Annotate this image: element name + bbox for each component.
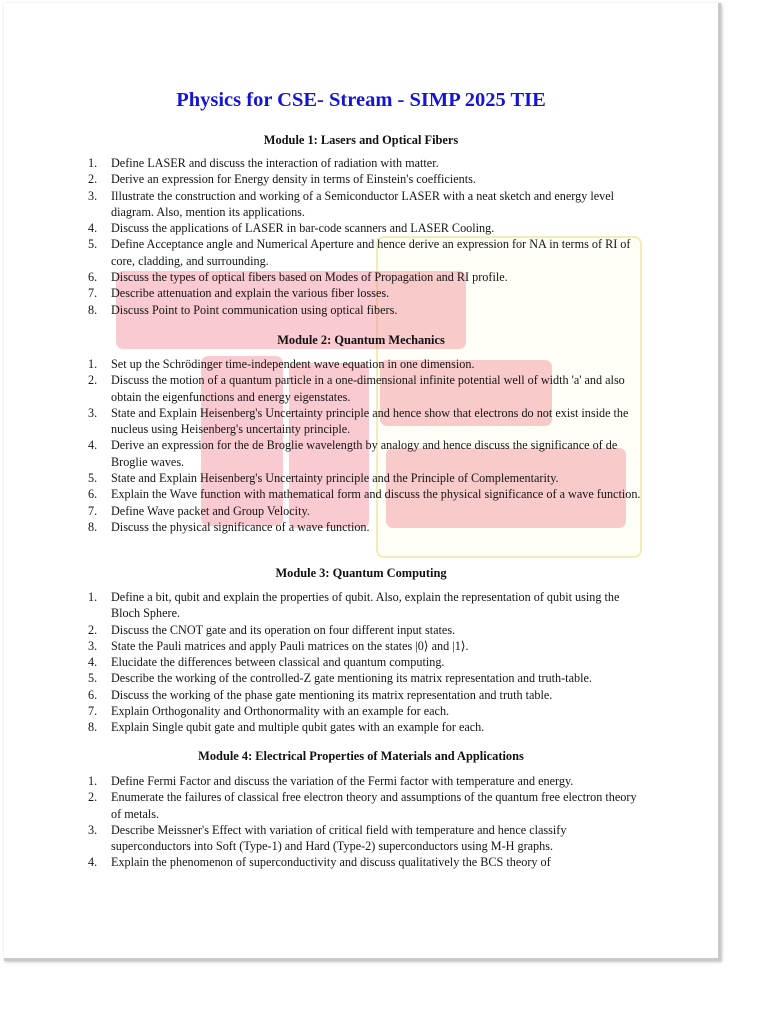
question-text: Derive an expression for the de Broglie wavelength by analogy and hence discuss the significance of de Broglie waves. [111, 438, 618, 469]
question-text: Explain Single qubit gate and multiple qubit gates with an example for each. [111, 720, 485, 735]
question-text: Discuss Point to Point communication using optical fibers. [111, 302, 398, 317]
question-text: Explain the phenomenon of superconductivity and discuss qualitatively the BCS theory of [111, 855, 551, 870]
question-text: Explain Orthogonality and Orthonormality with an example for each. [111, 704, 450, 719]
list-item: 6. Discuss the working of the phase gate mentioning its matrix representation and truth table. [4, 687, 641, 703]
list-item: 8. Discuss the physical significance of a wave function. [4, 519, 641, 535]
question-text: Discuss the CNOT gate and its operation on four different input states. [111, 622, 456, 637]
module-heading: Module 3: Quantum Computing [275, 566, 447, 580]
list-item: 2. Derive an expression for Energy density in terms of Einstein's coefficients. [4, 171, 641, 187]
question-list [4, 155, 641, 318]
list-item: 6. Discuss the types of optical fibers based on Modes of Propagation and RI profile. [4, 269, 641, 285]
question-text: Discuss the motion of a quantum particle in a one-dimensional infinite potential well of width 'a' and also obtain the eigenfunctions and energy eigenstates. [111, 373, 625, 404]
question-text: Discuss the physical significance of a wave function. [111, 519, 370, 534]
document-title: Physics for CSE- Stream - SIMP 2025 TIE [176, 89, 546, 111]
list-item: 7. Define Wave packet and Group Velocity. [4, 503, 641, 519]
list-item: 5. Define Acceptance angle and Numerical Aperture and hence derive an expression for NA in terms of RI of core, cladding, and surrounding. [4, 236, 641, 269]
question-text: State and Explain Heisenberg's Uncertainty principle and hence show that electrons do not exist inside the nucleus using Heisenberg's uncertainty principle. [111, 405, 629, 437]
question-text: Describe the working of the controlled-Z gate mentioning its matrix representation and truth-table. [111, 671, 592, 686]
list-item: 2. Enumerate the failures of classical free electron theory and assumptions of the quantum free electron theory of metals. [4, 789, 641, 822]
question-text: Elucidate the differences between classical and quantum computing. [111, 655, 445, 670]
question-text: Discuss the working of the phase gate mentioning its matrix representation and truth table. [111, 687, 553, 702]
list-item: 1. Define a bit, qubit and explain the properties of qubit. Also, explain the representation of qubit using the Bloch Sphere. [4, 589, 641, 622]
question-text: Enumerate the failures of classical free electron theory and assumptions of the quantum free electron theory of metals. [111, 790, 637, 821]
list-item: 1. Define LASER and discuss the interaction of radiation with matter. [4, 155, 641, 171]
question-text: Discuss the types of optical fibers based on Modes of Propagation and RI profile. [111, 270, 508, 285]
list-item: 2. Discuss the motion of a quantum particle in a one-dimensional infinite potential well of width 'a' and also obtain the eigenfunctions and energy eigenstates. [4, 372, 641, 405]
question-text: Define LASER and discuss the interaction of radiation with matter. [111, 156, 439, 170]
list-item: 1. Set up the Schrödinger time-independent wave equation in one dimension. [4, 356, 641, 372]
module-heading: Module 1: Lasers and Optical Fibers [263, 133, 459, 147]
question-text: Define Acceptance angle and Numerical Aperture and hence derive an expression for NA in terms of RI of core, cladding, and surrounding. [111, 237, 631, 268]
question-text: Illustrate the construction and working of a Semiconductor LASER with a neat sketch and energy level diagram. Also, mention its applications. [111, 188, 615, 219]
list-item: 4. Derive an expression for the de Broglie wavelength by analogy and hence discuss the significance of de Broglie waves. [4, 437, 641, 470]
list-item: 4. Explain the phenomenon of superconductivity and discuss qualitatively the BCS theory of [4, 854, 641, 870]
question-list [4, 356, 641, 535]
question-text: Set up the Schrödinger time-independent wave equation in one dimension. [111, 357, 475, 371]
list-item: 3. Describe Meissner's Effect with variation of critical field with temperature and hence classify superconductors into Soft (Type-1) and Hard (Type-2) superconductors using M-H graphs. [4, 822, 641, 855]
question-text: Derive an expression for Energy density in terms of Einstein's coefficients. [111, 172, 476, 187]
module-heading: Module 2: Quantum Mechanics [277, 333, 445, 347]
list-item: 6. Explain the Wave function with mathematical form and discuss the physical significance of a wave function. [88, 487, 641, 502]
question-text: Define Wave packet and Group Velocity. [111, 503, 310, 518]
list-item: 7. Explain Orthogonality and Orthonormality with an example for each. [4, 703, 641, 719]
list-item: 3. State the Pauli matrices and apply Pauli matrices on the states |0⟩ and |1⟩. [4, 638, 641, 654]
list-item: 8. Explain Single qubit gate and multiple qubit gates with an example for each. [4, 719, 641, 735]
list-item: 5. State and Explain Heisenberg's Uncertainty principle and the Principle of Complementarity. [4, 470, 641, 486]
question-text: Discuss the applications of LASER in bar-code scanners and LASER Cooling. [111, 221, 495, 236]
question-list [4, 589, 641, 736]
list-item: 3. Illustrate the construction and working of a Semiconductor LASER with a neat sketch and energy level diagram. Also, mention its applications. [4, 188, 641, 221]
list-item: 2. Discuss the CNOT gate and its operation on four different input states. [4, 622, 641, 638]
list-item: 7. Describe attenuation and explain the various fiber losses. [4, 285, 641, 301]
list-item: 8. Discuss Point to Point communication using optical fibers. [4, 302, 641, 318]
document-page [4, 3, 721, 961]
question-text: State and Explain Heisenberg's Uncertainty principle and the Principle of Complementarity. [111, 471, 559, 486]
question-text: Define Fermi Factor and discuss the variation of the Fermi factor with temperature and energy. [111, 774, 574, 788]
question-text: Explain the Wave function with mathematical form and discuss the physical significance of a wave function. [111, 487, 641, 502]
question-text: Define a bit, qubit and explain the properties of qubit. Also, explain the representation of qubit using the Bloch Sphere. [111, 590, 620, 621]
question-text: Describe Meissner's Effect with variation of critical field with temperature and hence classify superconductors into Soft (Type-1) and Hard (Type-2) superconductors using M-H graphs. [111, 822, 567, 854]
list-item: 3. State and Explain Heisenberg's Uncertainty principle and hence show that electrons do not exist inside the nucleus using Heisenberg's uncertainty principle. [4, 405, 641, 438]
list-item: 5. Describe the working of the controlled-Z gate mentioning its matrix representation and truth-table. [4, 670, 641, 686]
list-item: 4. Discuss the applications of LASER in bar-code scanners and LASER Cooling. [4, 220, 641, 236]
list-item: 4. Elucidate the differences between classical and quantum computing. [4, 654, 641, 670]
question-text: State the Pauli matrices and apply Pauli matrices on the states |0⟩ and |1⟩. [111, 638, 469, 653]
list-item: 1. Define Fermi Factor and discuss the variation of the Fermi factor with temperature and energy. [4, 773, 641, 789]
question-text: Describe attenuation and explain the various fiber losses. [111, 286, 390, 301]
module-heading: Module 4: Electrical Properties of Materials and Applications [198, 749, 524, 763]
question-list [4, 773, 641, 871]
